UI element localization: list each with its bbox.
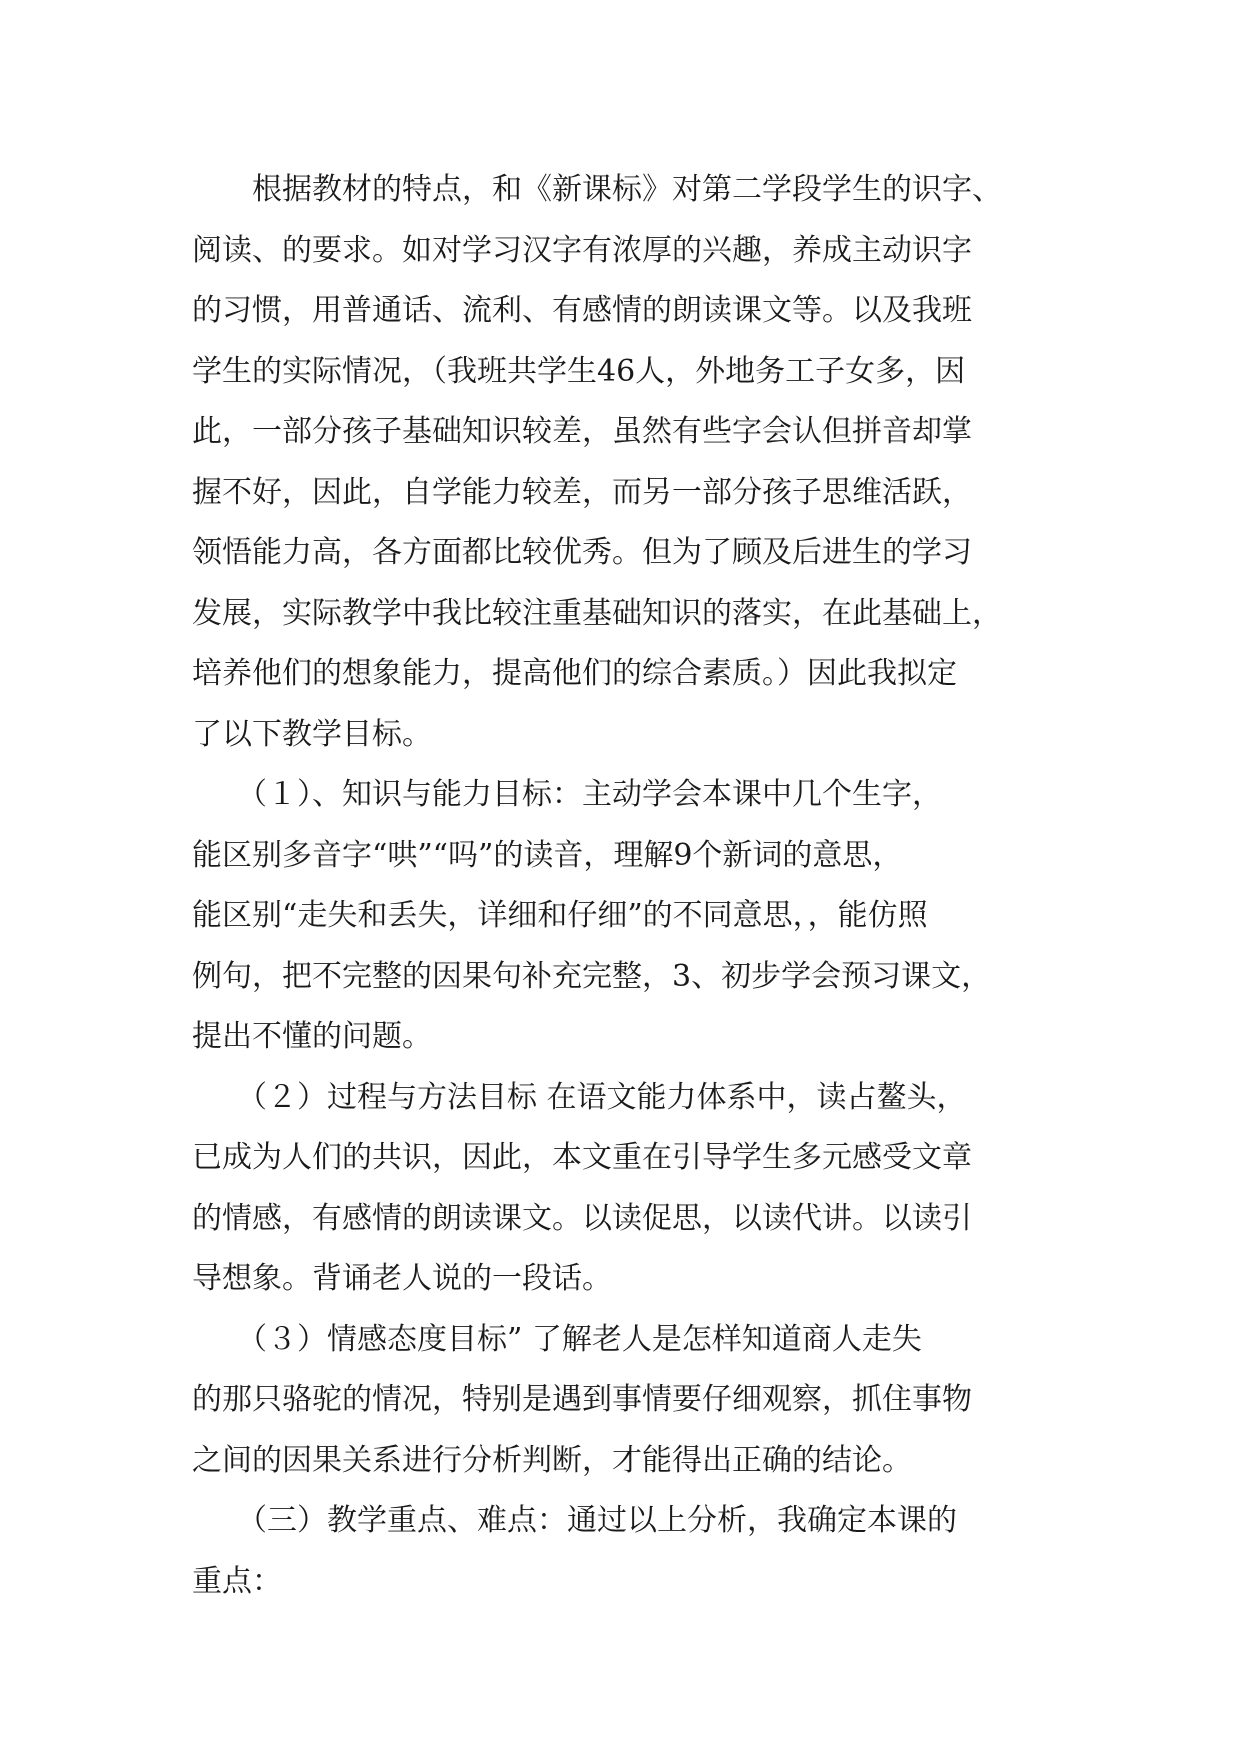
- text-line: 学生的实际情况，（我班共学生46人，外地务工子女多，因: [192, 353, 966, 389]
- text-line: 提出不懂的问题。: [192, 1019, 432, 1054]
- text-line: 的习惯，用普通话、流利、有感情的朗读课文等。以及我班: [192, 293, 972, 328]
- text-line: 此，一部分孩子基础知识较差，虽然有些字会认但拼音却掌: [192, 414, 972, 449]
- text-line: （１）、知识与能力目标：主动学会本课中几个生字，: [192, 777, 942, 812]
- text-line: 导想象。背诵老人说的一段话。: [192, 1261, 612, 1296]
- text-line: （三）教学重点、难点：通过以上分析，我确定本课的: [192, 1503, 957, 1538]
- text-line: 发展，实际教学中我比较注重基础知识的落实，在此基础上，: [192, 595, 1002, 631]
- text-line: 能区别多音字“哄”“吗”的读音，理解9个新词的意思，: [192, 837, 903, 873]
- text-line: 握不好，因此，自学能力较差，而另一部分孩子思维活跃，: [192, 474, 972, 510]
- text-line: 的情感，有感情的朗读课文。以读促思，以读代讲。以读引: [192, 1200, 972, 1236]
- body-text: [192, 160, 1060, 1612]
- text-line: 根据教材的特点，和《新课标》对第二学段学生的识字、: [192, 172, 1002, 207]
- text-line: 已成为人们的共识，因此，本文重在引导学生多元感受文章: [192, 1140, 972, 1175]
- text-line: （３）情感态度目标” 了解老人是怎样知道商人走失: [192, 1321, 922, 1357]
- text-line: 了以下教学目标。: [192, 716, 432, 752]
- text-line: （２）过程与方法目标 在语文能力体系中，读占鳌头，: [192, 1079, 967, 1115]
- text-line: 能区别“走失和丢失，详细和仔细”的不同意思，，能仿照: [192, 898, 928, 933]
- text-line: 例句，把不完整的因果句补充完整，3、初步学会预习课文，: [192, 958, 992, 994]
- text-line: 之间的因果关系进行分析判断，才能得出正确的结论。: [192, 1442, 912, 1478]
- text-line: 培养他们的想象能力，提高他们的综合素质。）因此我拟定: [192, 656, 957, 691]
- text-line: 的那只骆驼的情况，特别是遇到事情要仔细观察，抓住事物: [192, 1382, 972, 1417]
- text-line: 领悟能力高，各方面都比较优秀。但为了顾及后进生的学习: [192, 535, 972, 570]
- text-line: 阅读、的要求。如对学习汉字有浓厚的兴趣，养成主动识字: [192, 232, 972, 268]
- text-line: 重点：: [192, 1563, 282, 1599]
